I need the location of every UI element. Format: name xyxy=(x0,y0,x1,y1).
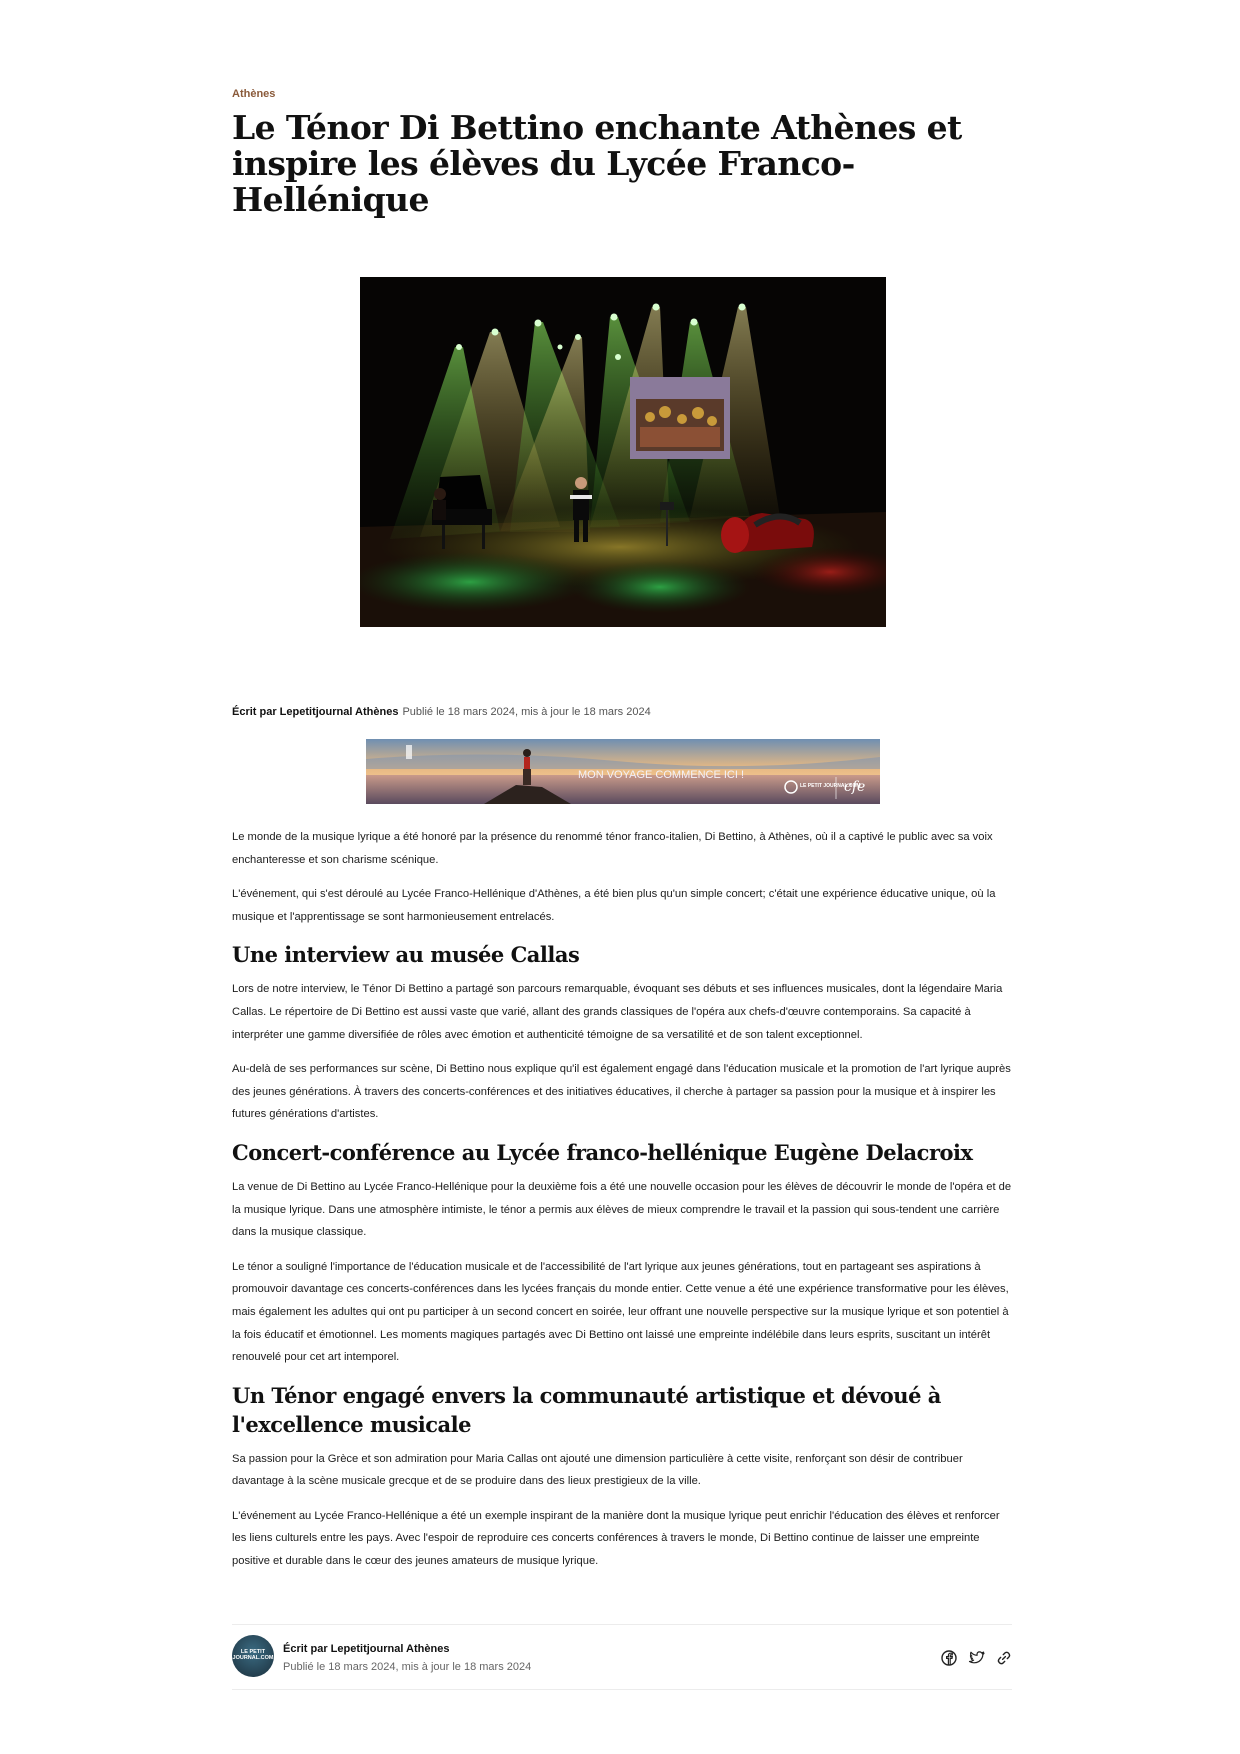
author-dates: Publié le 18 mars 2024, mis à jour le 18 mars 2024 xyxy=(283,1661,532,1673)
byline xyxy=(232,706,651,718)
hero-image xyxy=(360,277,886,627)
section-heading: Une interview au musée Callas xyxy=(232,942,580,968)
paragraph: L'événement au Lycée Franco-Hellénique a été un exemple inspirant de la manière dont la musique lyrique peut enrichir l'éducation des élèves et renforcer les liens culturels entre les pays. Avec l'espoir de reproduire ces concerts conférences à travers le monde, Di Bettino continue de laisser une empreinte positive et durable dans le cœur des jeunes amateurs de musique lyrique. xyxy=(232,1509,1000,1568)
author-name[interactable]: Écrit par Lepetitjournal Athènes xyxy=(283,1643,450,1655)
avatar-text: LE PETIT JOURNAL.COM xyxy=(232,1649,274,1661)
paragraph: Au-delà de ses performances sur scène, Di Bettino nous explique qu'il est également engagé dans l'éducation musicale et la promotion de l'art lyrique auprès des jeunes générations. À travers des concerts-conférences et des initiatives éducatives, il cherche à partager sa passion pour la musique et à inspirer les futures générations d'artistes. xyxy=(232,1063,1011,1121)
twitter-icon[interactable] xyxy=(968,1649,986,1667)
byline-dates: Publié le 18 mars 2024, mis à jour le 18 mars 2024 xyxy=(402,706,651,718)
banner-tagline: MON VOYAGE COMMENCE ICI ! xyxy=(578,769,745,781)
link-icon[interactable] xyxy=(995,1649,1013,1667)
ad-banner-image xyxy=(366,739,880,804)
article-title: Le Ténor Di Bettino enchante Athènes et inspire les élèves du Lycée Franco-Hellénique xyxy=(232,108,962,219)
section-heading: Concert-conférence au Lycée franco-hellénique Eugène Delacroix xyxy=(232,1139,973,1165)
author-avatar[interactable] xyxy=(232,1635,274,1677)
facebook-icon[interactable] xyxy=(940,1649,958,1667)
mountain-logo-icon xyxy=(406,745,412,759)
paragraph: Le monde de la musique lyrique a été honoré par la présence du renommé ténor franco-italien, Di Bettino, à Athènes, où il a captivé le public avec sa voix enchanteresse et son charisme scénique. xyxy=(232,831,993,866)
paragraph: Lors de notre interview, le Ténor Di Bettino a partagé son parcours remarquable, évoquant ses débuts et ses influences musicales, dont la légendaire Maria Callas. Le répertoire de Di Bettino est aussi vaste que varié, allant des grands classiques de l'opéra aux chefs-d'œuvre contemporains. Sa capacité à interpréter une gamme diversifiée de rôles avec émotion et authenticité témoigne de sa versatilité et de son talent exceptionnel. xyxy=(232,983,1003,1041)
concert-stage-photo xyxy=(360,277,886,627)
paragraph: La venue de Di Bettino au Lycée Franco-Hellénique pour la deuxième fois a été une nouvelle occasion pour les élèves de découvrir le monde de l'opéra et de la musique lyrique. Dans une atmosphère intimiste, le ténor a permis aux élèves de mieux comprendre le travail et la passion qui sous-tendent une carrière dans la musique classique. xyxy=(232,1180,1012,1239)
article-category[interactable]: Athènes xyxy=(232,88,276,100)
author-box xyxy=(232,1624,1012,1690)
paragraph: Sa passion pour la Grèce et son admiration pour Maria Callas ont ajouté une dimension particulière à cette visite, renforçant son désir de contribuer davantage à la scène musicale grecque et de se produire dans des lieux prestigieux de la ville. xyxy=(232,1452,963,1488)
banner-logo-text: LE PETIT JOURNAL.COM xyxy=(800,783,861,789)
banner-signature: cfe xyxy=(844,779,866,795)
ad-banner[interactable] xyxy=(366,739,880,804)
section-heading: Un Ténor engagé envers la communauté artistique et dévoué à l'excellence musicale xyxy=(232,1382,941,1437)
paragraph: Le ténor a souligné l'importance de l'éducation musicale et de l'accessibilité de l'art lyrique aux jeunes générations, tout en partageant ses aspirations à promouvoir davantage ces concerts-conférences dans les lycées français du monde entier. Cette venue a été une expérience transformative pour les élèves, mais également les adultes qui ont pu participer à un second concert en soirée, leur offrant une nouvelle perspective sur la musique lyrique et son potentiel à la fois éducatif et émotionnel. Les moments magiques partagés avec Di Bettino ont laissé une empreinte indélébile dans leurs esprits, suscitant un intérêt renouvelé pour cet art intemporel. xyxy=(232,1260,1009,1364)
byline-author[interactable]: Écrit par Lepetitjournal Athènes xyxy=(232,706,399,718)
article-body xyxy=(232,826,1012,1585)
paragraph: L'événement, qui s'est déroulé au Lycée Franco-Hellénique d'Athènes, a été bien plus qu'un simple concert; c'était une expérience éducative unique, où la musique et l'apprentissage se sont harmonieusement entrelacés. xyxy=(232,888,996,923)
